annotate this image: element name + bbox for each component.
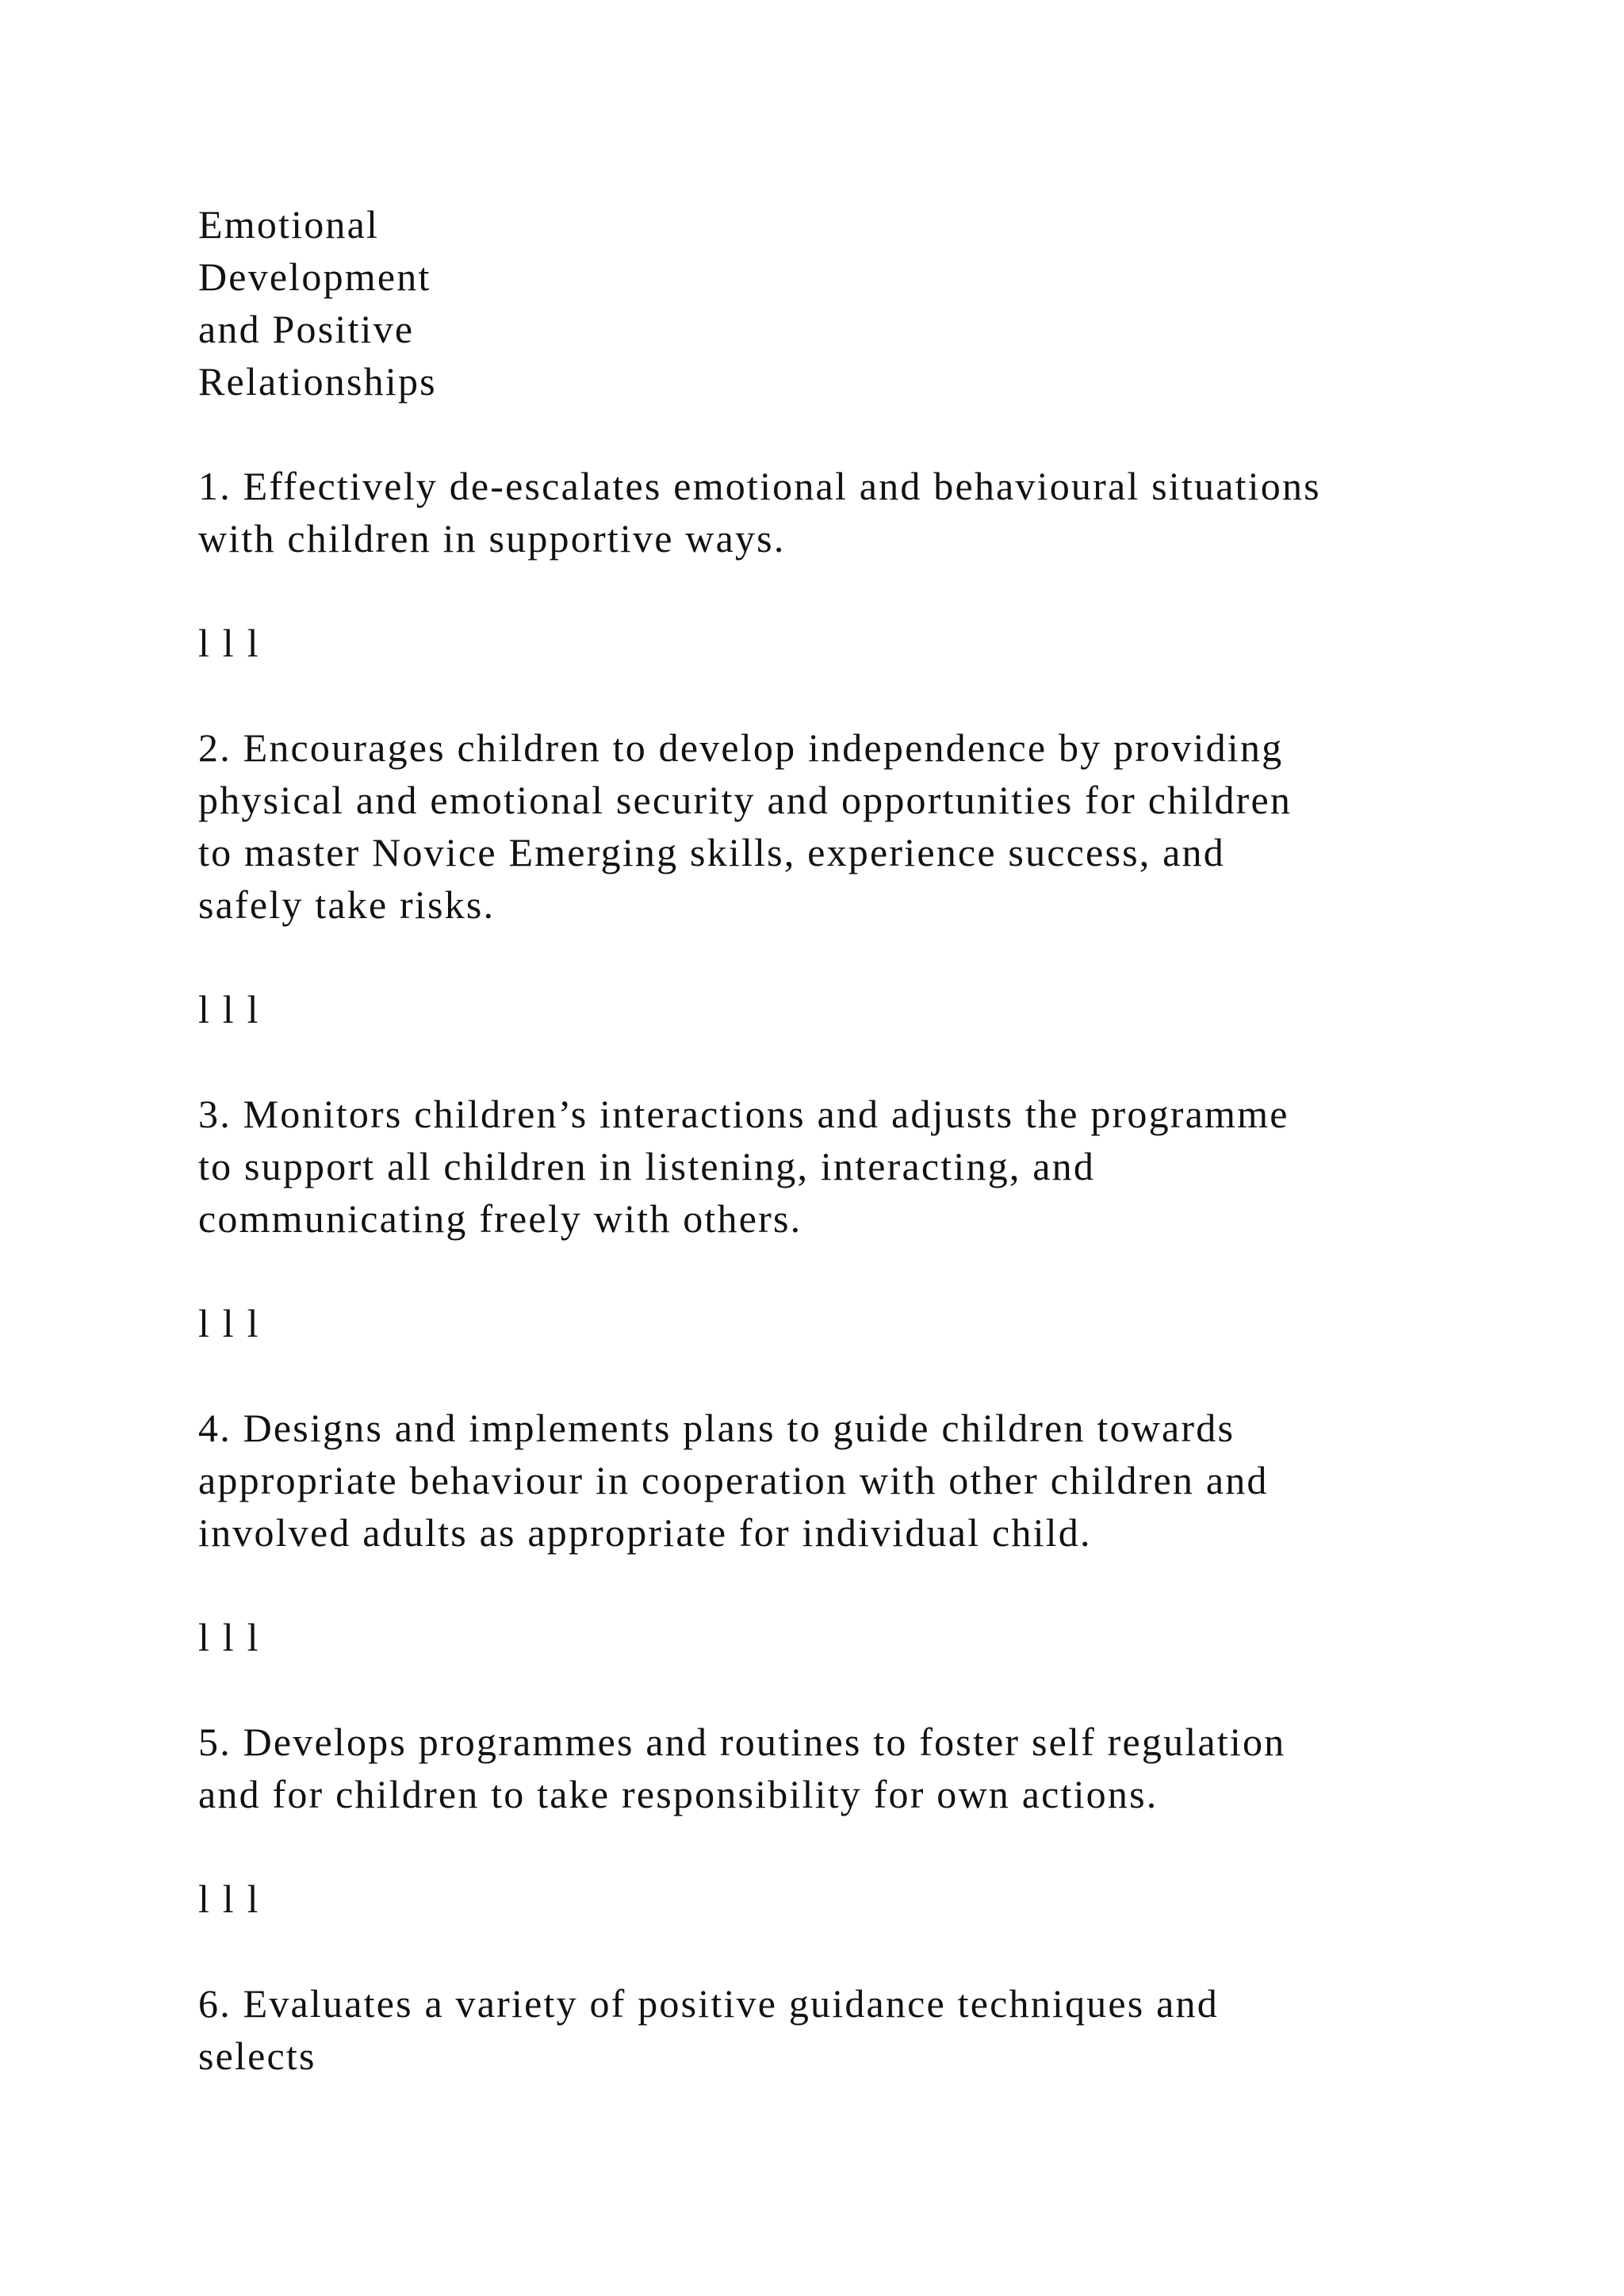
document-page (198, 198, 1507, 2134)
criterion-1-text: 1. Effectively de-escalates emotional and behavioural situations with children in supportive ways. (198, 464, 1321, 561)
heading-line: Development (198, 254, 431, 299)
criterion-4-rating: l l l (198, 1615, 260, 1659)
heading-line: Emotional (198, 202, 380, 247)
criterion-5-text: 5. Develops programmes and routines to foster self regulation and for children to take responsibility for own actions. (198, 1720, 1286, 1816)
heading-line: and Positive (198, 307, 415, 351)
criterion-6-text: 6. Evaluates a variety of positive guidance techniques and selects (198, 1981, 1219, 2078)
criterion-4-text: 4. Designs and implements plans to guide children towards appropriate behaviour in cooperation with other children and involved adults as appropriate for individual child. (198, 1406, 1269, 1555)
criterion-3-text: 3. Monitors children’s interactions and adjusts the programme to support all children in listening, interacting, and communicating freely with others. (198, 1092, 1289, 1241)
criterion-3-rating: l l l (198, 1301, 260, 1345)
heading-line: Relationships (198, 359, 437, 404)
criterion-2-rating: l l l (198, 987, 260, 1031)
criterion-5-rating: l l l (198, 1877, 260, 1921)
section-heading (198, 198, 1507, 408)
criteria-list (198, 460, 1507, 2082)
criterion-2-text: 2. Encourages children to develop independence by providing physical and emotional security and opportunities for children to master Novice Emerging skills, experience success, and safely take risks. (198, 725, 1293, 927)
criterion-1-rating: l l l (198, 621, 260, 665)
